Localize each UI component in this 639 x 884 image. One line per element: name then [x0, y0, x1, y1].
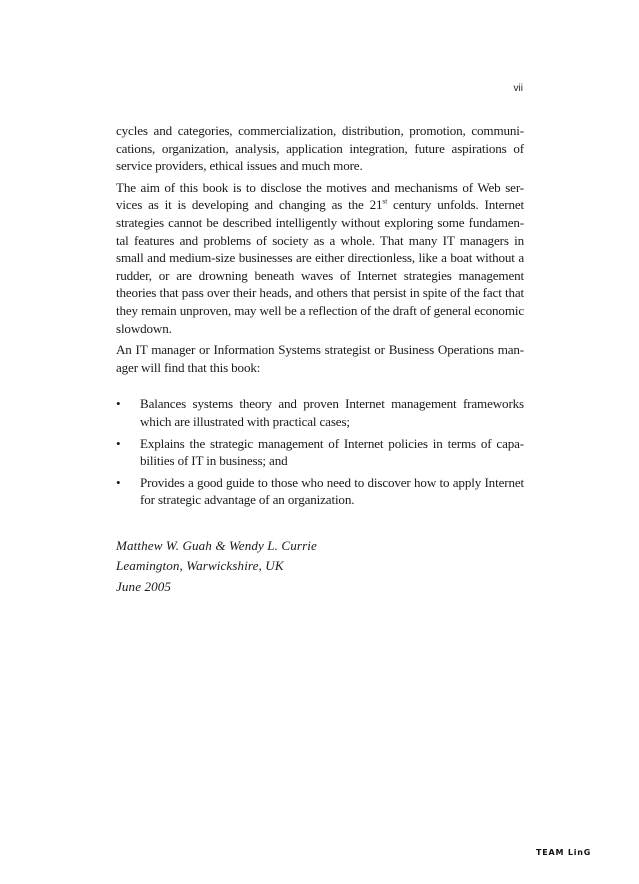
paragraph-aim — [116, 179, 524, 337]
list-item — [116, 474, 524, 509]
paragraph-continuation: cycles and categories, commercialization, distribution, promotion, communi-cations, organization, analysis, application integration, future aspirations of service providers, ethical issues and much more. — [116, 123, 524, 174]
list-item — [116, 435, 524, 470]
paragraph-aim-text-end: century unfolds. Internet strategies cannot be described intelligently without exploring some fundamen-tal features and problems of society as a whole. That many IT managers in small and medium-size businesses are either directionless, like a boat without a rudder, or are drowning beneath waves of Internet strategies management theories that pass over their heads, and others that persist in spite of the fact that they remain unproven, may well be a reflection of the draft of general economic slowdown. — [116, 197, 524, 336]
signature-location: Leamington, Warwickshire, UK — [116, 558, 284, 574]
signature-block — [116, 536, 524, 598]
benefits-list — [116, 395, 524, 509]
ordinal-superscript: st — [382, 197, 388, 207]
list-item-text: Balances systems theory and proven Internet management frameworks which are illustrated with practical cases; — [140, 396, 524, 429]
paragraph-audience: An IT manager or Information Systems strategist or Business Operations man-ager will find that this book: — [116, 342, 524, 375]
signature-authors: Matthew W. Guah & Wendy L. Currie — [116, 537, 317, 553]
list-item — [116, 395, 524, 430]
page-number: vii — [513, 83, 523, 94]
signature-date: June 2005 — [116, 578, 172, 594]
bullet-icon: • — [116, 474, 121, 490]
bullet-icon: • — [116, 435, 121, 451]
list-item-text: Provides a good guide to those who need to discover how to apply Internet for strategic advantage of an organization. — [140, 474, 524, 508]
list-item-text: Explains the strategic management of Internet policies in terms of capa-bilities of IT in business; and — [140, 435, 524, 469]
team-ling-watermark: TEAM LinG — [536, 848, 592, 857]
paragraph-aim-text-start: The aim of this book is to disclose the motives and mechanisms of Web ser-vices as it is developing and changing as the 21 — [116, 179, 524, 213]
page-body — [116, 122, 524, 597]
bullet-icon: • — [116, 396, 121, 412]
